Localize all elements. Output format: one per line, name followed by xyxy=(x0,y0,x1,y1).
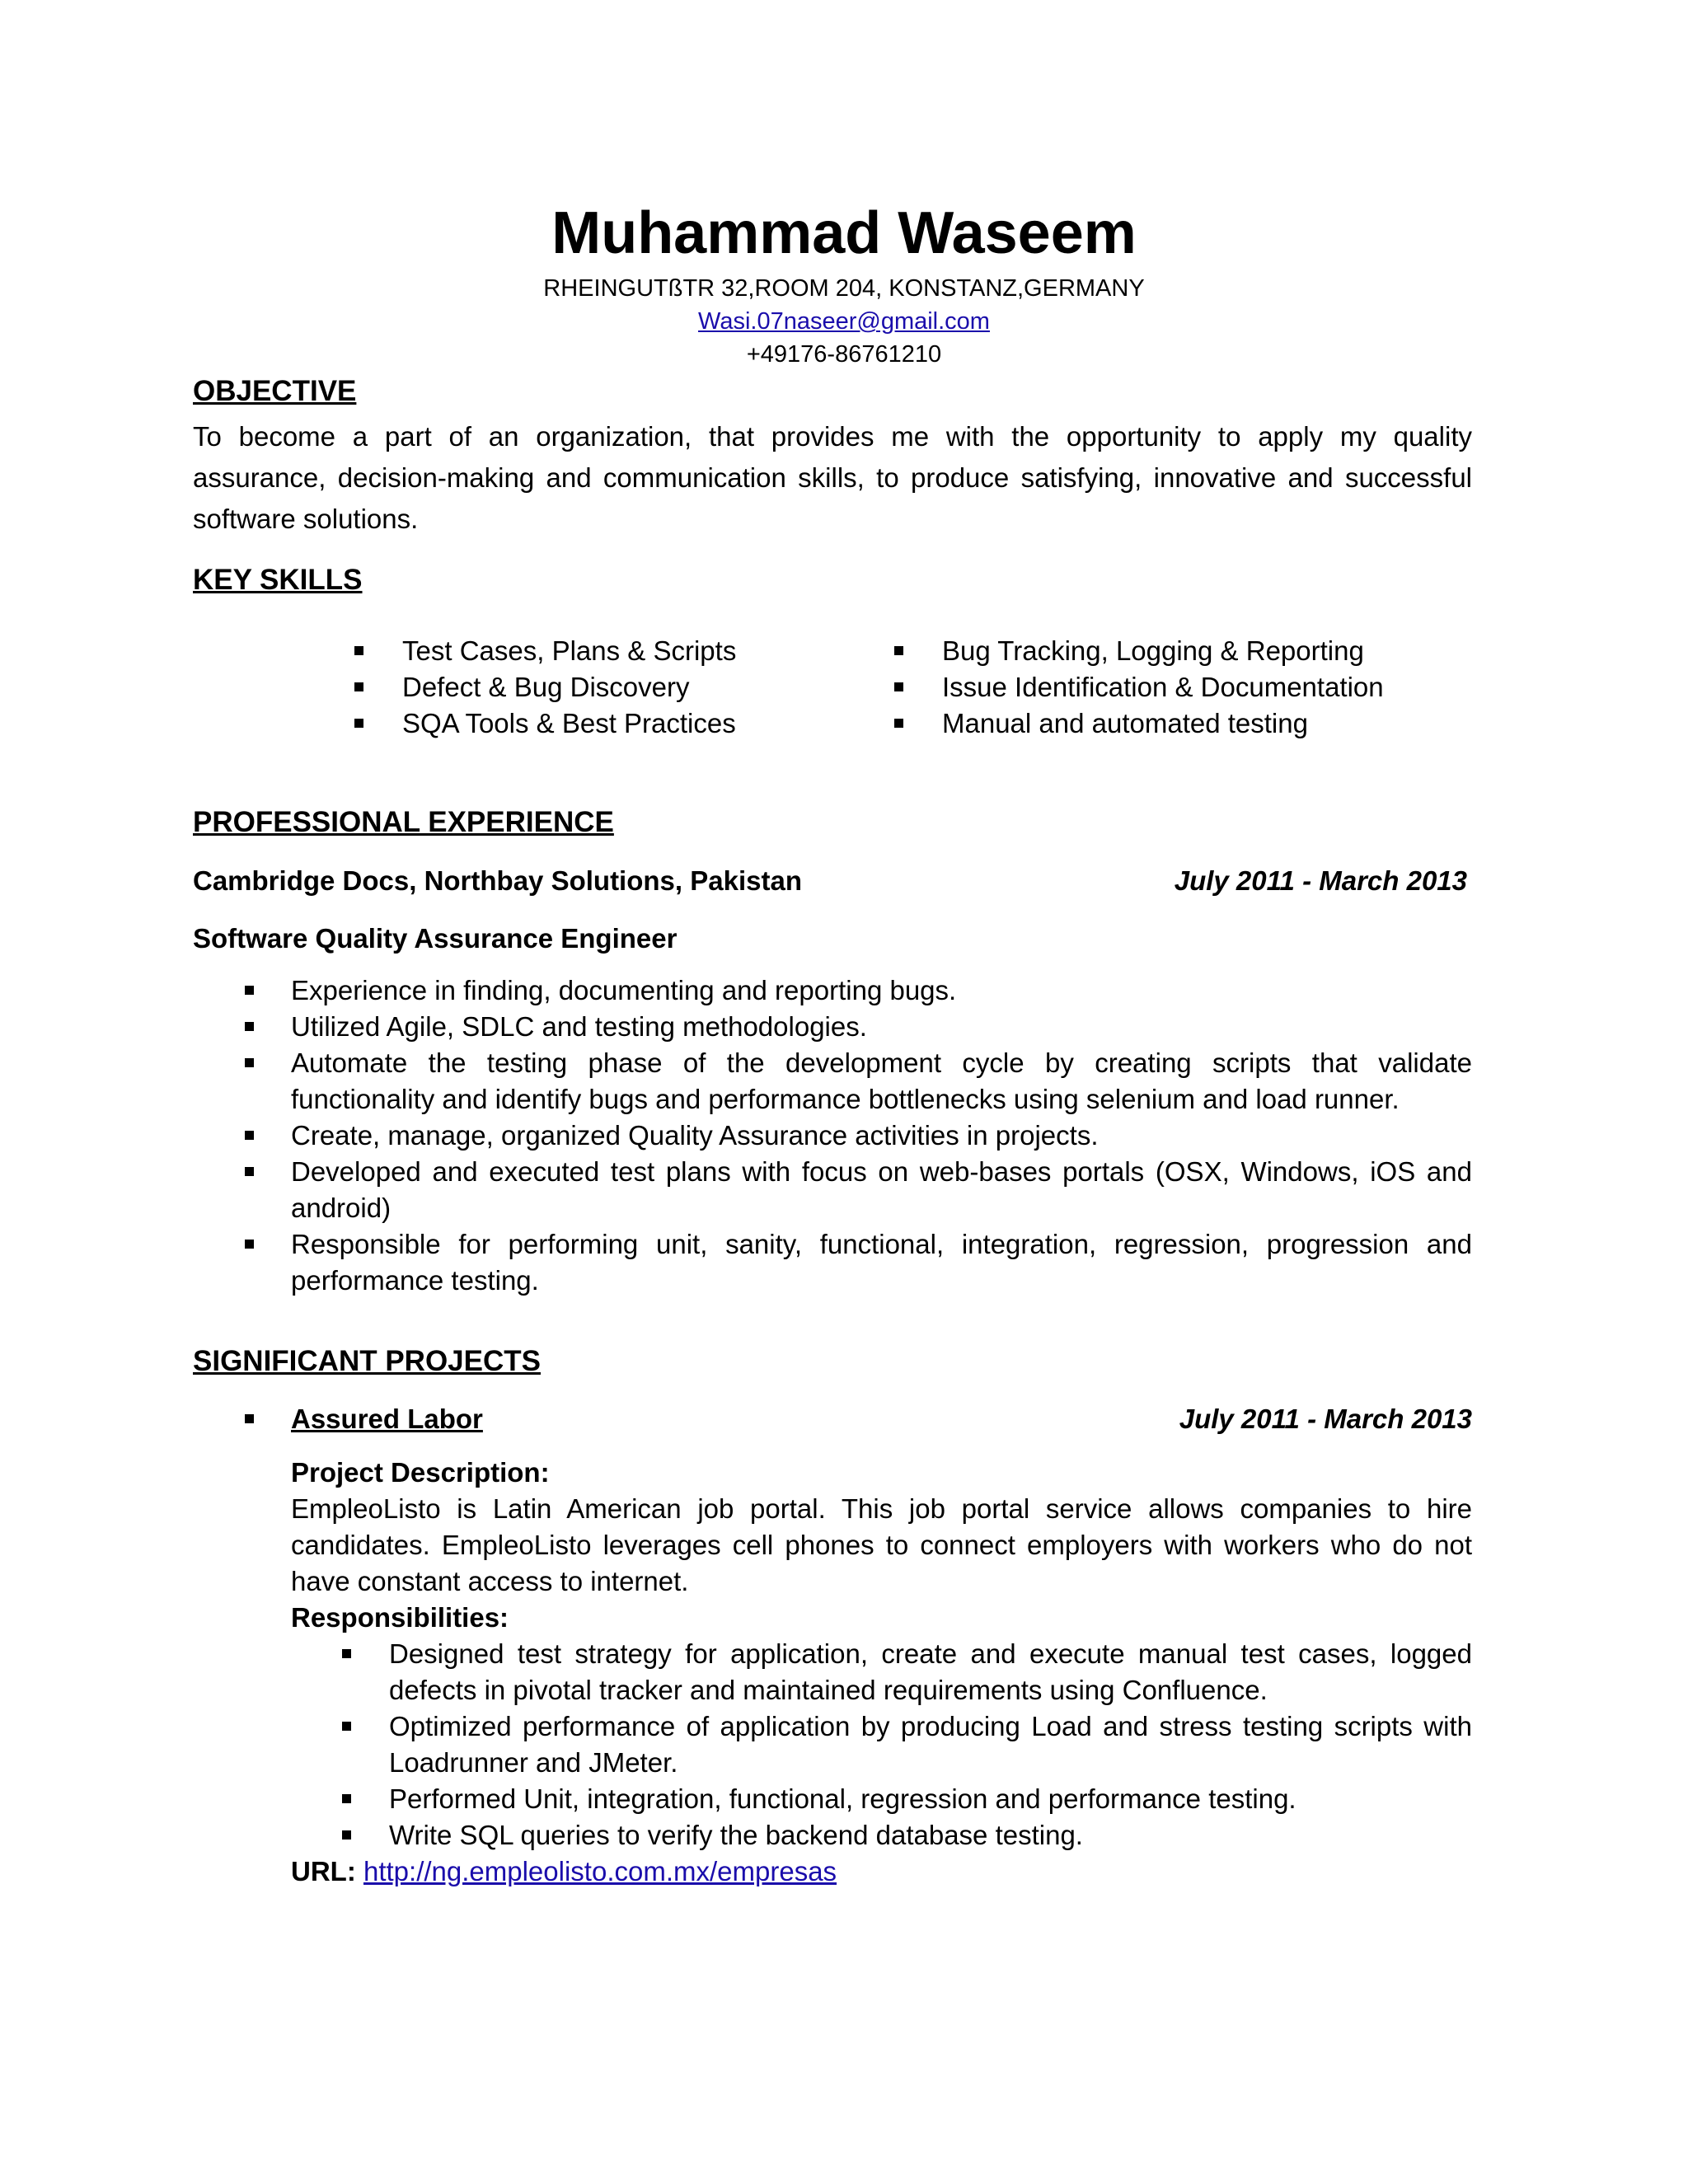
skill-item: Manual and automated testing xyxy=(942,708,1308,738)
address: RHEINGUTßTR 32,ROOM 204, KONSTANZ,GERMANY xyxy=(543,275,1145,302)
url-label: URL: xyxy=(291,1856,356,1886)
candidate-name: Muhammad Waseem xyxy=(551,200,1137,266)
bullet-icon xyxy=(342,1722,351,1731)
bullet-icon xyxy=(245,1022,254,1031)
responsibility-item: Performed Unit, integration, functional, regression and performance testing. xyxy=(389,1783,1296,1814)
experience-bullet-continued: functionality and identify bugs and performance bottlenecks using selenium and load runner. xyxy=(291,1084,1400,1114)
bullet-icon xyxy=(245,986,254,995)
project-dates: July 2011 - March 2013 xyxy=(1179,1404,1472,1434)
bullet-icon xyxy=(894,646,903,655)
bullet-icon xyxy=(245,1167,254,1176)
experience-bullet-continued: performance testing. xyxy=(291,1265,539,1296)
skill-item: Bug Tracking, Logging & Reporting xyxy=(942,635,1364,666)
bullet-icon xyxy=(354,719,363,728)
project-description-line: candidates. EmpleoListo leverages cell phones to connect employers with workers who do not xyxy=(291,1530,1472,1560)
project-url-line xyxy=(291,1854,1472,1890)
bullet-icon xyxy=(894,719,903,728)
experience-bullet: Experience in finding, documenting and reporting bugs. xyxy=(291,975,957,1005)
bullet-icon xyxy=(342,1649,351,1658)
project-description-line: EmpleoListo is Latin American job portal. This job portal service allows companies to hire xyxy=(291,1493,1472,1524)
experience-bullet-continued: android) xyxy=(291,1193,392,1223)
objective-line-2: assurance, decision-making and communication skills, to produce satisfying, innovative and successful xyxy=(193,462,1472,493)
experience-bullet: Responsible for performing unit, sanity, functional, integration, regression, progression and xyxy=(291,1229,1472,1259)
bullet-icon xyxy=(245,1414,254,1423)
experience-bullet: Create, manage, organized Quality Assurance activities in projects. xyxy=(291,1120,1099,1151)
email-link[interactable]: Wasi.07naseer@gmail.com xyxy=(698,308,990,335)
bullet-icon xyxy=(245,1131,254,1140)
responsibilities-label: Responsibilities: xyxy=(291,1602,509,1633)
experience-dates: July 2011 - March 2013 xyxy=(1174,865,1467,896)
bullet-icon xyxy=(342,1794,351,1803)
skill-item: Issue Identification & Documentation xyxy=(942,672,1384,702)
skill-item: Defect & Bug Discovery xyxy=(402,672,690,702)
project-url-link[interactable]: http://ng.empleolisto.com.mx/empresas xyxy=(363,1856,837,1886)
job-title: Software Quality Assurance Engineer xyxy=(193,923,678,954)
project-description-label: Project Description: xyxy=(291,1457,550,1488)
responsibility-item-continued: Loadrunner and JMeter. xyxy=(389,1747,678,1778)
projects-heading: SIGNIFICANT PROJECTS xyxy=(193,1345,541,1377)
bullet-icon xyxy=(894,682,903,691)
bullet-icon xyxy=(342,1830,351,1840)
responsibility-item: Write SQL queries to verify the backend database testing. xyxy=(389,1820,1083,1850)
project-name: Assured Labor xyxy=(291,1404,483,1434)
skill-item: SQA Tools & Best Practices xyxy=(402,708,736,738)
responsibility-item: Designed test strategy for application, create and execute manual test cases, logged xyxy=(389,1638,1472,1669)
experience-heading: PROFESSIONAL EXPERIENCE xyxy=(193,806,614,838)
bullet-icon xyxy=(354,646,363,655)
objective-line-3: software solutions. xyxy=(193,504,419,534)
experience-bullet: Automate the testing phase of the development cycle by creating scripts that validate xyxy=(291,1047,1472,1078)
responsibility-item: Optimized performance of application by producing Load and stress testing scripts with xyxy=(389,1711,1472,1741)
experience-bullet: Utilized Agile, SDLC and testing methodologies. xyxy=(291,1011,867,1042)
company-name: Cambridge Docs, Northbay Solutions, Pakistan xyxy=(193,865,802,896)
experience-bullet: Developed and executed test plans with focus on web-bases portals (OSX, Windows, iOS and xyxy=(291,1156,1472,1187)
responsibility-item-continued: defects in pivotal tracker and maintained requirements using Confluence. xyxy=(389,1675,1268,1705)
phone: +49176-86761210 xyxy=(746,341,942,368)
skill-item: Test Cases, Plans & Scripts xyxy=(402,635,737,666)
email-line xyxy=(0,305,1688,338)
objective-heading: OBJECTIVE xyxy=(193,375,357,407)
bullet-icon xyxy=(354,682,363,691)
bullet-icon xyxy=(245,1058,254,1067)
objective-line-1: To become a part of an organization, that provides me with the opportunity to apply my quality xyxy=(193,421,1472,452)
bullet-icon xyxy=(245,1240,254,1249)
key-skills-heading: KEY SKILLS xyxy=(193,564,363,596)
project-description-line: have constant access to internet. xyxy=(291,1566,689,1596)
